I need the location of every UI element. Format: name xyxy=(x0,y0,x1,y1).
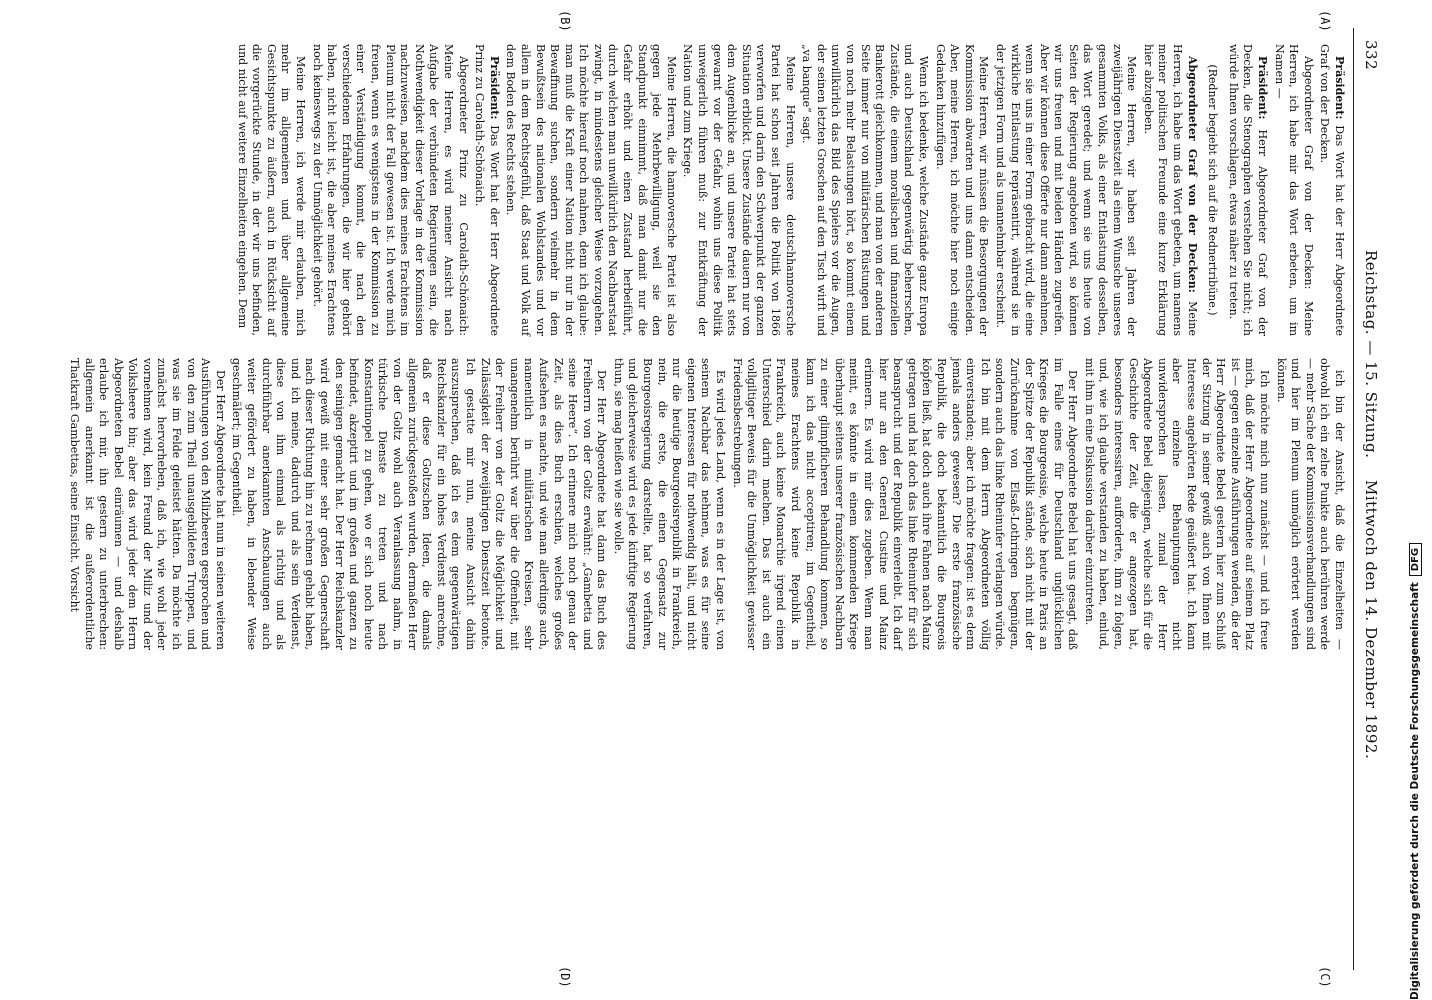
margin-mark-a: (A) xyxy=(1318,10,1332,32)
header-date: Mittwoch den 14. Dezember 1892. xyxy=(1362,480,1380,760)
speaker-label: Abgeordneter Graf von der Decken: xyxy=(1185,56,1199,302)
paragraph-text: Abgeordneter Prinz zu Carolath-Schönaich: Meine Herren, es wird meiner Ansicht nach Aufgabe der verbündeten Regierungen sein, die Nothwendigkeit dieser Vorlage in der Kommission nachzuweisen, nachdem dies meines Erachtens im Plenum nicht der Fall gewesen ist. Ich werde mich freuen, wenn es wenigstens in der Kommission zu einer Verständigung kommt, die nach den verschiedenen Erfahrungen, die wir hier gehört haben, nicht leicht ist, die aber meines Erachtens noch keineswegs zu der Unmöglichkeit gehört. xyxy=(310,44,470,336)
paragraph xyxy=(472,44,501,336)
margin-mark-d: (D) xyxy=(558,966,572,988)
paragraph-text: Abgeordneter Graf von der Decken: Meine Herren, ich habe mir das Wort erbeten, um im Namen — xyxy=(1272,44,1315,336)
paragraph xyxy=(309,44,470,336)
paragraph-text: Wenn ich bedenke, welche Zustände ganz Europa und auch Deutschland gegenwärtig beherrschen, Zustände, die einem moralischen und finanziellen Bankerott gleichkommen, und man von der anderen Seite immer nur von militärischen Rüstungen und von noch mehr Belastungen hört, so kommt einem unwillkürlich das Bild des Spielers vor die Augen, der seinen letzten Groschen auf den Tisch wirft und „va banque“ sagt. xyxy=(800,44,930,336)
paragraph xyxy=(729,358,1079,650)
paragraph-text: Meine Herren, ich werde mir erlauben, mich mehr im allgemeinen und über allgemeine Gesichtspunkte zu äußern, auch in Rücksicht auf die vorgerückte Stunde, in der wir uns befinden, und nicht auf weitere Einzelheiten eingehen. Denn xyxy=(235,44,308,336)
paragraph xyxy=(1205,44,1220,336)
paragraph xyxy=(799,44,930,336)
paragraph-text: Meine Herren, wir müssen die Besorgungen der Kommission abwarten und uns dann entscheiden. Aber, meine Herren, ich möchte hier noch einige Gedanken hinzufügen. xyxy=(933,44,991,336)
paragraph-text: Der Herr Abgeordnete Bebel hat uns gesagt, daß im Falle eines für Deutschland unglücklichen Krieges die Bourgeoisie, welche heute in Paris an der Spitze der Republik stände, sich nicht mit der Zurücknahme von Elsaß-Lothringen begnügen, sondern auch das linke Rheinufer verlangen würde. Ich bin mit dem Herrn Abgeordneten völlig einverstanden; aber ich möchte fragen: ist es denn jemals anders gewesen? Die erste französische Republik, die doch bekanntlich die Bourgeois köpfen ließ, hat doch auch ihre Fahnen nach Mainz getragen und hat doch das linke Rheinufer für sich beansprucht und der Republik einverleibt. Ich darf hier nur an den General Custine und Mainz erinnern. Es wird mir dies zugeben. Wenn man meint, es könnte in einem kommenden Kriege überhaupt seitens unserer französischen Nachbarn zu einer glimpflicheren Behandlung kommen, so kann ich das nicht acceptiren; im Gegentheil, meines Erachtens wird keine Republik in Frankreich, auch keine Monarchie irgend einen Unterschied darin machen. Das ist auch ein vollgiltiger Beweis für die Unmöglichkeit gewisser Friedensbestrebungen. xyxy=(730,358,1080,650)
page-number: 332 xyxy=(1362,40,1380,71)
paragraph-text: Das Wort hat der Herr Abgeordnete Prinz zu Carolath-Schönaich. xyxy=(473,44,501,336)
speaker-label: Präsident: xyxy=(1256,56,1270,130)
text-column-1 xyxy=(232,44,1346,336)
paragraph xyxy=(1271,44,1315,336)
paragraph xyxy=(680,44,797,336)
paragraph xyxy=(932,44,990,336)
paragraph xyxy=(610,358,727,650)
paragraph-text: Meine Herren, ich habe um das Wort gebeten, um namens meiner politischen Freunde eine kurze Erklärung hier abzugeben. xyxy=(1141,44,1199,336)
text-column-2 xyxy=(64,358,1346,650)
paragraph xyxy=(66,358,227,650)
header-left: Reichstag. — 15. Sitzung. xyxy=(1362,250,1380,459)
paragraph xyxy=(503,44,678,336)
paragraph-text: Das Wort hat der Herr Abgeordnete Graf von der Decken. xyxy=(1318,44,1346,336)
paragraph xyxy=(1225,44,1269,336)
paragraph-text: Herr Abgeordneter Graf von der Decken, die Stenographen verstehen Sie nicht; ich würde Ihnen vorschlagen, etwas näher zu treten. xyxy=(1226,44,1270,336)
paragraph-text: Der Herr Abgeordnete hat nun in seinen weiteren Ausführungen von den Milizheeren gesprochen und von den zum Theil unausgebildeten Truppen, und was sie im Felde geleistet hätten. Da möchte ich zunächst hervorheben, daß ich, wie wohl jeder vornehmen wird, kein Freund der Miliz und der Volksheere bin; aber das wird jeder dem Herrn Abgeordneten Bebel einräumen — und deshalb erlaube ich mir, ihn gestern zu unterbrechen: allgemein anerkannt ist die außerordentliche Thatkraft Gambettas, seine Einsicht. Vorsicht xyxy=(67,358,227,650)
paragraph-text: Es wird jedes Land, wenn es in der Lage ist, von seinem Nachbar das nehmen, was es für seine eigenen Interessen für nothwendig hält, und nicht nur die heutige Bourgeoisrepublik in Frankreich, nein, die erste, die einen Gegensatz zur Bourgeoisregierung darstellte, hat so verfahren, und gleicherweise wird es jede künftige Regierung thun, sie mag heißen wie sie wolle. xyxy=(611,358,728,650)
paragraph xyxy=(1140,44,1198,336)
paragraph-text: Meine Herren, unsere deutschhannoversche Partei hat schon seit Jahren die Politik von 1866 verworfen und darin den Schwerpunkt der ganzen Situation erblickt. Unsere Zustände dauern nur von dem Augenblicke an, und unsere Partei hat stets gewarnt vor der Gefahr, wohin uns diese Politik unweigerlich führen muß: zur Entkräftung der Nation und zum Kriege. xyxy=(681,44,797,336)
paragraph-text: Meine Herren, wir haben seit Jahren der zweijährigen Dienstzeit als einem Wunsche unseres gesammten Volks, als einer Entlastung desselben, das Wort geredet; und wenn sie uns heute von Seiten der Regierung angeboten wird, so können wir uns freuen und mit beiden Händen zugreifen. Aber wir können diese Offerte nur dann annehmen, wenn sie uns in einer Form gebracht wird, die eine wirkliche Entlastung repräsentirt, während sie in der jetzigen Form und als unannehmbar erscheint. xyxy=(993,44,1139,336)
paragraph xyxy=(1273,358,1346,650)
credit-text: Digitalisierung gefördert durch die Deutsche Forschungsgemeinschaft xyxy=(1409,582,1421,1000)
paragraph-text: Der Herr Abgeordnete hat dann das Buch des Freiherrn von der Goltz erwähnt: „Gambetta und seine Heere“. Ich erinnere mich noch genau der Zeit, als dies Buch erschien, welches großes Aufsehen es machte, und wie man allerdings auch, namentlich in militärischen Kreisen, sehr unangenehm berührt war über die Offenheit, mit der Freiherr von der Goltz die Möglichkeit und Zulässigkeit der zweijährigen Dienstzeit betonte. Ich gestatte mir nun, meine Ansicht dahin auszusprechen, daß ich es dem gegenwärtigen Reichskanzler für ein hohes Verdienst anrechne, daß er diese Goltzschen Ideen, die damals allgemein zurückgestoßen wurden, dermaßen Herr von der Goltz wohl auch Veranlassung nahm, in türkische Dienste zu treten und nach Konstantinopel zu gehen, wo er sich noch heute befindet, akzeptirt und im großen und ganzen zu den seinigen gemacht hat. Der Herr Reichskanzler wird gewiß mit einer sehr großen Gegnerschaft nach dieser Richtung hin zu rechnen gehabt haben, und ich meine, dadurch und als sein Verdienst, diese von ihm einmal als richtig und als durchführbar anerkannten Anschauungen auch weiter gefördert zu haben, in lebender Weise geschmälert; im Gegentheil. xyxy=(230,358,609,650)
paragraph xyxy=(1317,44,1346,336)
margin-mark-b: (B) xyxy=(558,10,572,32)
paragraph-text: ich bin der Ansicht, daß die Einzelheiten — obwohl ich ein zelne Punkte auch berühren werde — mehr Sache der Kommissionsverhandlungen sind und hier im Plenum unmöglich erörtert werden können. xyxy=(1274,358,1346,650)
paragraph-text: (Redner begiebt sich auf die Rednertribüne.) xyxy=(1206,64,1220,316)
paragraph xyxy=(1081,358,1271,650)
paragraph xyxy=(229,358,608,650)
dfg-logo: DFG xyxy=(1409,543,1422,576)
paragraph xyxy=(234,44,307,336)
margin-mark-c: (C) xyxy=(1318,966,1332,988)
speaker-label: Präsident: xyxy=(1333,56,1346,126)
running-header xyxy=(1354,0,1380,1000)
paragraph-text: Ich möchte mich nun zunächst — und ich freue mich, daß der Herr Abgeordnete auf seinem Platz ist — gegen einzelne Ausführungen wenden, die der Herr Abgeordnete Bebel gestern hier zum Schluß der Sitzung in seiner gewiß auch von Ihnen mit Interesse angehörten Rede geäußert hat. Ich kann aber einzelne Behauptungen nicht unwidersprochen lassen, zumal der Herr Abgeordnete Bebel diejenigen, welche sich für die Geschichte der Zeit, die er angezogen hat, besonders interessiren, aufforderte, ihm zu folgen, und, wie ich glaube verstanden zu haben, einlud, mit ihm in eine Diskussion darüber einzutreten. xyxy=(1082,358,1272,650)
paragraph xyxy=(992,44,1138,336)
header-rule xyxy=(1353,28,1354,970)
digitization-credit xyxy=(1402,40,1428,1000)
paragraph-text: Meine Herren, die hannoversche Partei ist also gegen jede Mehrbewilligung, weil sie den Standpunkt einnimmt, daß man damit nur die Gefahr erhöht und einen Zustand herbeiführt, durch welchen man unwillkürlich den Nachbarstaat zwingt, in mindestens gleicher Weise vorzugehen. Ich möchte hierauf noch mahnen, denn ich glaube: man muß die Kraft einer Nation nicht nur in der Bewaffnung suchen, sondern vielmehr in dem Bewußtsein des nationalen Wohlstandes und vor allem in dem Rechtsgefühl, daß Staat und Volk auf dem Boden des Rechts stehen. xyxy=(504,44,678,336)
speaker-label: Präsident: xyxy=(487,56,501,126)
